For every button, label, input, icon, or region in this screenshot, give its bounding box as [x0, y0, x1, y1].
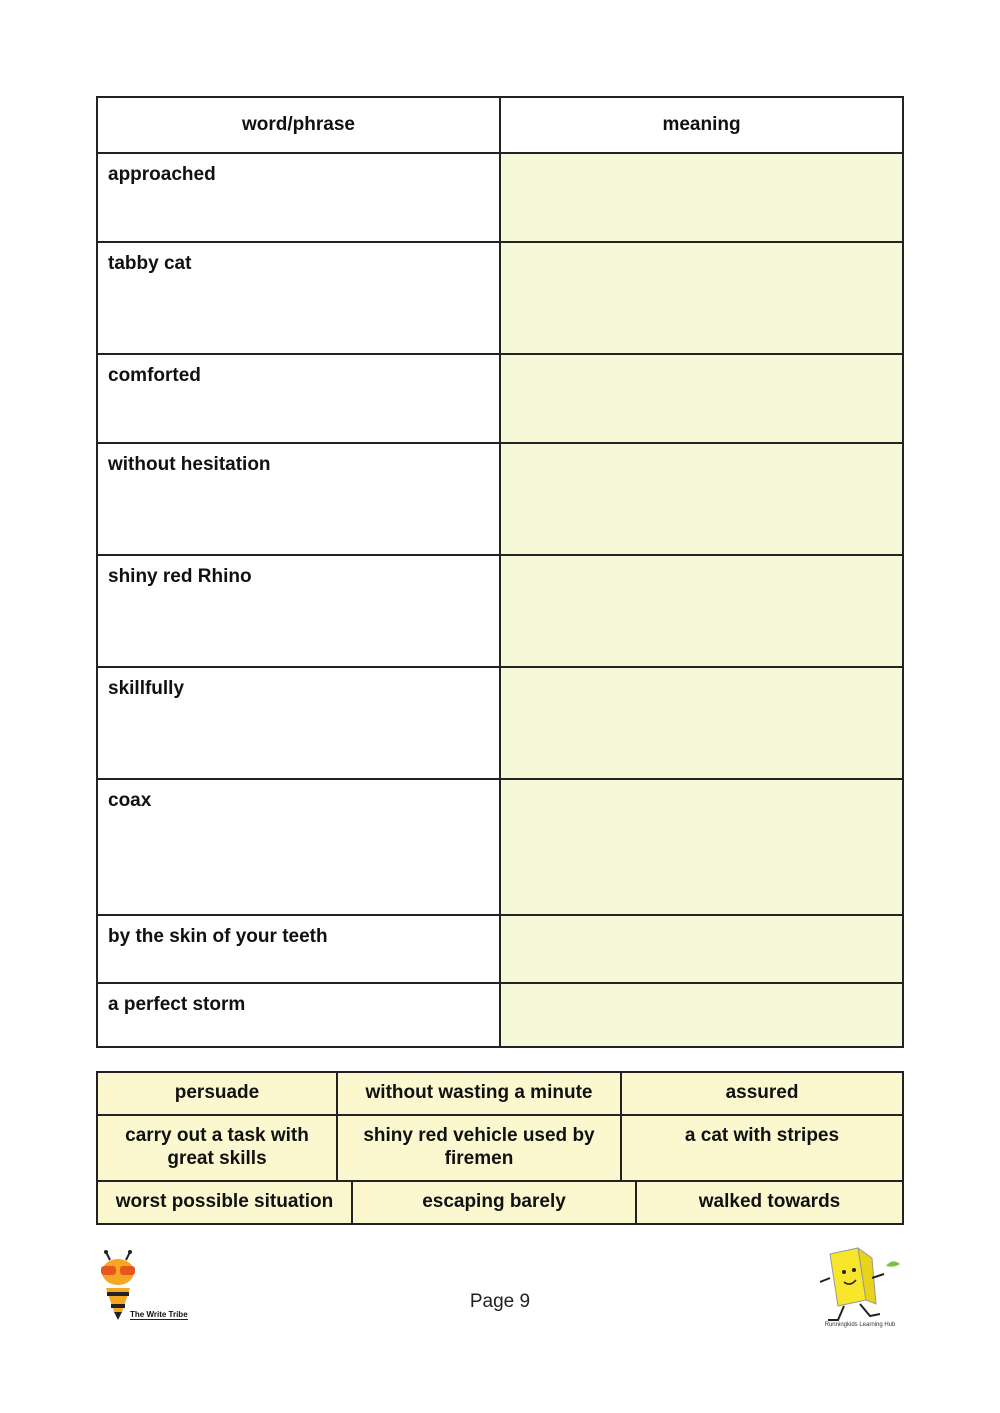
word-bank — [96, 1071, 904, 1225]
word-bank-item[interactable]: walked towards — [635, 1182, 902, 1223]
table-row — [97, 555, 903, 667]
runningkids-logo — [812, 1244, 908, 1344]
meaning-cell[interactable] — [500, 779, 903, 915]
table-row — [97, 153, 903, 242]
word-bank-item[interactable]: without wasting a minute — [336, 1073, 620, 1114]
word-bank-item[interactable]: shiny red vehicle used by firemen — [336, 1116, 620, 1180]
header-word-phrase: word/phrase — [97, 97, 500, 153]
runningkids-caption: Runningkids Learning Hub — [824, 1322, 896, 1328]
word-bank-row — [98, 1114, 902, 1180]
word-bank-item[interactable]: assured — [620, 1073, 902, 1114]
running-book-icon — [812, 1244, 908, 1344]
table-row — [97, 242, 903, 354]
word-bank-row — [98, 1073, 902, 1114]
word-cell: a perfect storm — [97, 983, 500, 1047]
table-header-row — [97, 97, 903, 153]
table-row — [97, 443, 903, 555]
meaning-cell[interactable] — [500, 242, 903, 354]
page-number: Page 9 — [469, 1291, 531, 1312]
meaning-cell[interactable] — [500, 983, 903, 1047]
meaning-cell[interactable] — [500, 667, 903, 779]
write-tribe-logo — [96, 1250, 208, 1330]
word-cell: coax — [97, 779, 500, 915]
write-tribe-caption: The Write Tribe — [130, 1310, 188, 1319]
table-row — [97, 667, 903, 779]
word-bank-item[interactable]: a cat with stripes — [620, 1116, 902, 1180]
word-bank-item[interactable]: worst possible situation — [115, 1191, 334, 1212]
word-cell: skillfully — [97, 667, 500, 779]
vocabulary-table — [96, 96, 904, 1048]
meaning-cell[interactable] — [500, 555, 903, 667]
meaning-cell[interactable] — [500, 153, 903, 242]
word-bank-item[interactable]: persuade — [174, 1082, 260, 1103]
word-cell: approached — [97, 153, 500, 242]
meaning-cell[interactable] — [500, 354, 903, 443]
word-bank-item[interactable]: escaping barely — [351, 1182, 635, 1223]
header-meaning: meaning — [500, 97, 903, 153]
table-row — [97, 354, 903, 443]
word-cell: without hesitation — [97, 443, 500, 555]
word-bank-item[interactable]: carry out a task with great skills — [125, 1125, 309, 1169]
table-row — [97, 915, 903, 983]
table-row — [97, 779, 903, 915]
meaning-cell[interactable] — [500, 915, 903, 983]
table-row — [97, 983, 903, 1047]
word-cell: tabby cat — [97, 242, 500, 354]
word-cell: comforted — [97, 354, 500, 443]
word-cell: shiny red Rhino — [97, 555, 500, 667]
meaning-cell[interactable] — [500, 443, 903, 555]
word-cell: by the skin of your teeth — [97, 915, 500, 983]
word-bank-row — [98, 1180, 902, 1223]
